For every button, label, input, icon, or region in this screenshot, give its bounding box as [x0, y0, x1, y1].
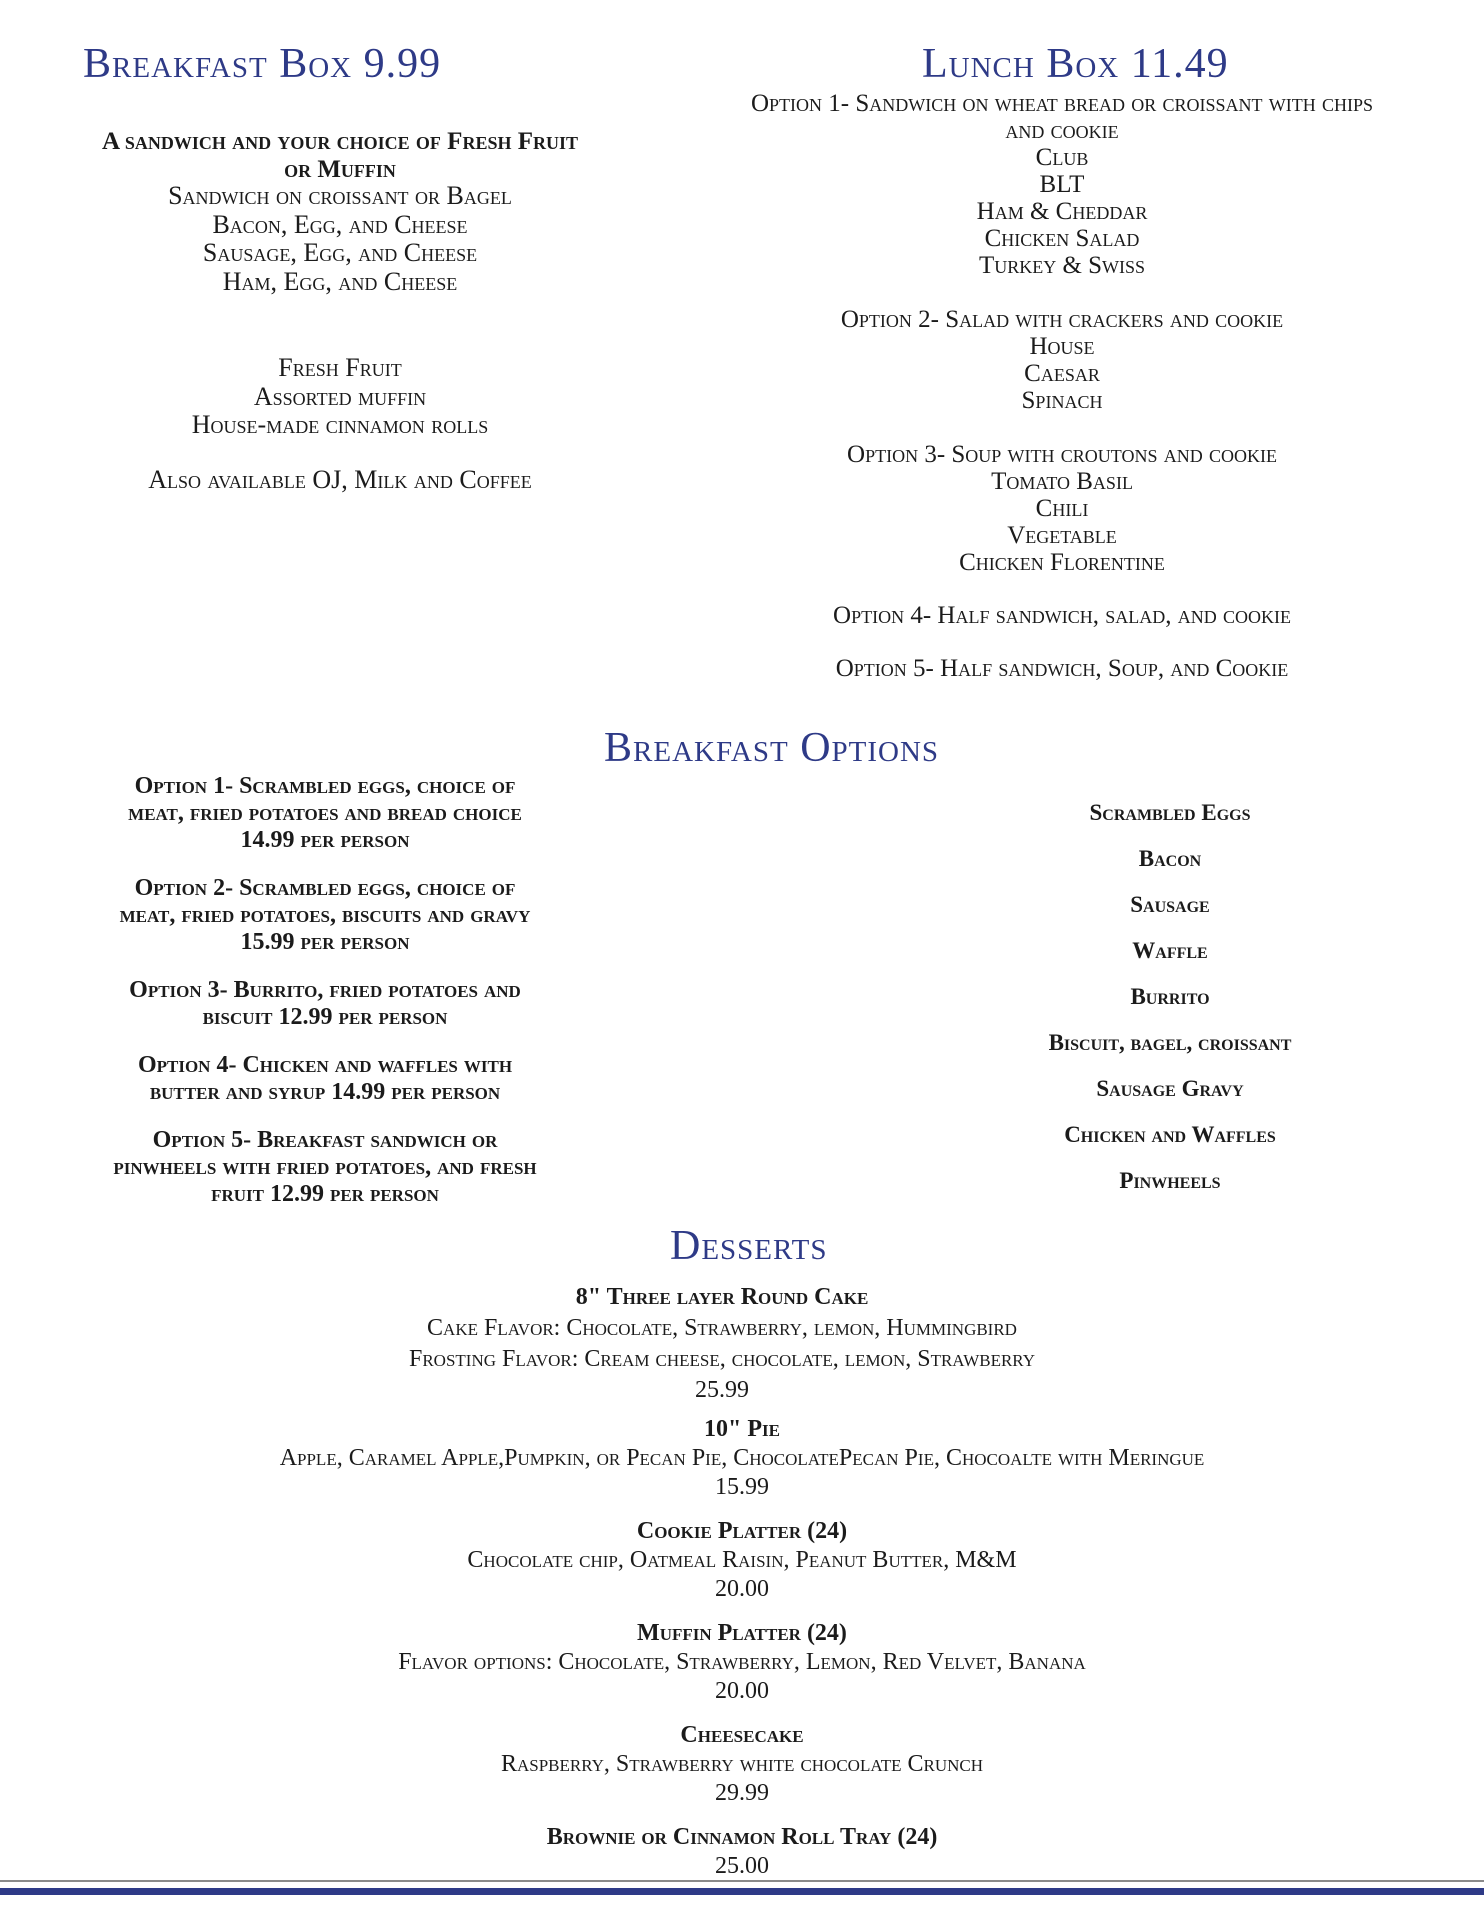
lunch-option-heading: Option 1- Sandwich on wheat bread or croissant with chips [750, 90, 1374, 117]
dessert-pie [0, 1415, 1484, 1502]
dessert-description: Raspberry, Strawberry white chocolate Crunch [500, 1751, 984, 1777]
list-item: Caesar [1024, 360, 1100, 387]
lunch-option-heading: Option 2- Salad with crackers and cookie [840, 306, 1284, 333]
dessert-price: 25.00 [715, 1853, 769, 1879]
list-item: Chicken Salad [984, 225, 1140, 252]
option-line: meat, fried potatoes and bread choice [128, 800, 522, 826]
list-item: Biscuit, bagel, croissant [1048, 1030, 1292, 1055]
breakfast-box-drinks [20, 466, 660, 494]
option-line: Option 1- Scrambled eggs, choice of [134, 773, 516, 799]
list-item: Sausage Gravy [1096, 1076, 1244, 1101]
list-item: House-made cinnamon rolls [191, 410, 489, 439]
lunch-box-title: Lunch Box 11.49 [922, 41, 1229, 87]
list-item: Spinach [1021, 387, 1103, 414]
dessert-price: 15.99 [715, 1474, 769, 1500]
breakfast-option-4 [20, 1052, 630, 1106]
dessert-description: Chocolate chip, Oatmeal Raisin, Peanut Butter, M&M [467, 1547, 1017, 1573]
breakfast-option-1 [20, 773, 630, 854]
dessert-name: 10" Pie [704, 1416, 780, 1442]
dessert-cookie [0, 1517, 1484, 1604]
option-line: 15.99 per person [240, 929, 410, 955]
list-item: Assorted muffin [253, 381, 427, 411]
dessert-name: Brownie or Cinnamon Roll Tray (24) [546, 1824, 938, 1850]
option-line: Option 2- Scrambled eggs, choice of [134, 875, 516, 901]
breakfast-box-intro-line: A sandwich and your choice of Fresh Fruit [101, 128, 578, 155]
dessert-description: Cake Flavor: Chocolate, Strawberry, lemon, Hummingbird [427, 1315, 1017, 1341]
list-item: Chili [1035, 495, 1089, 522]
list-item: Bacon, Egg, and Cheese [212, 209, 468, 239]
list-item: Vegetable [1007, 522, 1117, 549]
list-item: Pinwheels [1119, 1168, 1221, 1193]
list-item: Club [1035, 144, 1089, 171]
option-line: 14.99 per person [240, 827, 410, 853]
dessert-cheesecake [0, 1721, 1484, 1808]
dessert-brownie [0, 1823, 1484, 1881]
list-item: Sausage [1130, 892, 1210, 917]
footer-rule-thin [0, 1880, 1484, 1882]
option-line: fruit 12.99 per person [211, 1181, 439, 1207]
lunch-option-heading: Option 5- Half sandwich, Soup, and Cookie [835, 655, 1289, 682]
option-line: Option 5- Breakfast sandwich or [152, 1127, 498, 1153]
list-item: Sandwich on croissant or Bagel [168, 181, 512, 210]
drinks-note: Also available OJ, Milk and Coffee [148, 465, 532, 494]
breakfast-box-sides [20, 354, 660, 440]
breakfast-options-title: Breakfast Options [604, 725, 940, 771]
desserts-title: Desserts [670, 1223, 828, 1269]
lunch-option-heading: Option 3- Soup with croutons and cookie [847, 441, 1277, 468]
breakfast-box-intro-line: or Muffin [284, 156, 396, 183]
dessert-name: Cheesecake [680, 1722, 804, 1748]
option-line: Option 3- Burrito, fried potatoes and [129, 977, 521, 1003]
list-item: Chicken Florentine [959, 549, 1165, 576]
list-item: Bacon [1138, 846, 1202, 871]
list-item: Tomato Basil [991, 468, 1133, 495]
dessert-name: 8" Three layer Round Cake [575, 1284, 869, 1310]
lunch-box-option2 [660, 306, 1464, 414]
footer-rule-thick [0, 1888, 1484, 1895]
lunch-box-option4 [660, 602, 1464, 629]
list-item: Scrambled Eggs [1089, 800, 1251, 825]
dessert-name: Cookie Platter (24) [636, 1518, 848, 1544]
option-line: meat, fried potatoes, biscuits and gravy [119, 902, 531, 928]
lunch-box-option3 [660, 441, 1464, 576]
dessert-price: 20.00 [715, 1678, 769, 1704]
list-item: Sausage, Egg, and Cheese [202, 238, 478, 267]
list-item: Burrito [1130, 984, 1210, 1009]
option-line: biscuit 12.99 per person [202, 1004, 448, 1030]
dessert-price: 25.99 [695, 1377, 749, 1403]
breakfast-option-5 [20, 1127, 630, 1208]
list-item: House [1029, 333, 1095, 360]
dessert-description: Frosting Flavor: Cream cheese, chocolate, lemon, Strawberry [408, 1346, 1035, 1372]
list-item: Ham, Egg, and Cheese [222, 266, 458, 296]
dessert-muffin [0, 1619, 1484, 1706]
option-line: butter and syrup 14.99 per person [149, 1079, 501, 1105]
list-item: Turkey & Swiss [978, 252, 1146, 279]
lunch-box-option1 [660, 90, 1464, 279]
breakfast-box-sandwiches [20, 182, 660, 296]
breakfast-option-3 [20, 977, 630, 1031]
dessert-description: Flavor options: Chocolate, Strawberry, Lemon, Red Velvet, Banana [398, 1649, 1086, 1675]
list-item: Fresh Fruit [278, 353, 402, 382]
list-item: Chicken and Waffles [1064, 1122, 1276, 1147]
dessert-cake [0, 1282, 1464, 1406]
option-line: Option 4- Chicken and waffles with [137, 1052, 513, 1078]
lunch-option-heading: Option 4- Half sandwich, salad, and cookie [833, 602, 1291, 629]
dessert-name: Muffin Platter (24) [637, 1620, 847, 1646]
lunch-box-option5 [660, 655, 1464, 682]
list-item: Waffle [1132, 938, 1208, 963]
dessert-price: 20.00 [715, 1576, 769, 1602]
breakfast-box-title: Breakfast Box 9.99 [83, 41, 442, 87]
breakfast-option-2 [20, 875, 630, 956]
dessert-price: 29.99 [715, 1780, 769, 1806]
option-line: pinwheels with fried potatoes, and fresh [113, 1154, 537, 1180]
lunch-option-heading: and cookie [1005, 117, 1119, 144]
breakfast-items-list [970, 790, 1370, 1204]
list-item: Ham & Cheddar [976, 198, 1148, 225]
list-item: BLT [1039, 171, 1085, 198]
dessert-description: Apple, Caramel Apple,Pumpkin, or Pecan Pie, ChocolatePecan Pie, Chocoalte with Meringue [279, 1445, 1205, 1471]
breakfast-box-intro [20, 128, 660, 184]
